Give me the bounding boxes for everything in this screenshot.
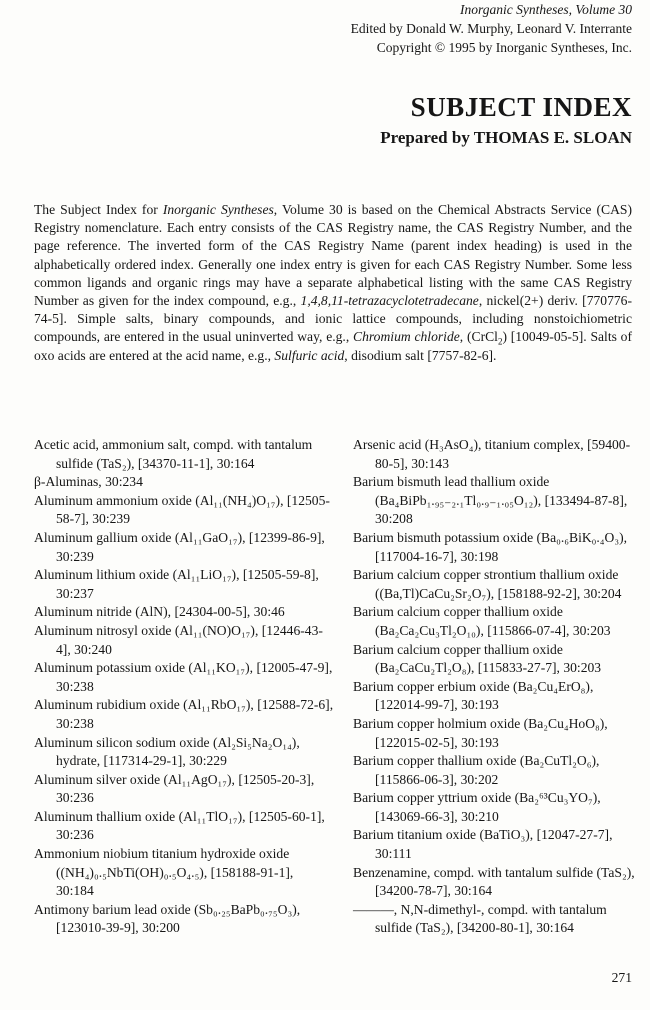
index-column-right: [353, 436, 638, 938]
intro-italic-3: Chromium chloride: [353, 329, 460, 345]
index-entry: Aluminum nitride (AlN), [24304-00-5], 30:46: [34, 604, 285, 620]
running-header: [351, 0, 632, 57]
intro-text-6: , disodium salt [7757-82-6].: [344, 347, 497, 363]
index-entry: Aluminum thallium oxide (Al₁₁TlO₁₇), [12505-60-1], 30:236: [34, 808, 325, 843]
index-entry: Barium copper thallium oxide (Ba₂CuTl₂O₆), [115866-06-3], 30:202: [353, 753, 600, 787]
index-entry: Aluminum ammonium oxide (Al₁₁(NH₄)O₁₇), [12505-58-7], 30:239: [34, 492, 330, 527]
intro-italic-5: Sulfuric acid: [274, 347, 345, 363]
index-entry: Aluminum silicon sodium oxide (Al₂Si₅Na₂O₁₄), hydrate, [117314-29-1], 30:229: [34, 734, 300, 769]
copyright-line: Copyright © 1995 by Inorganic Syntheses, Inc.: [376, 40, 632, 55]
editors-line: Edited by Donald W. Murphy, Leonard V. Interrante: [350, 21, 632, 36]
index-entry: Aluminum potassium oxide (Al₁₁KO₁₇), [12005-47-9], 30:238: [34, 660, 333, 694]
journal-title: Inorganic Syntheses, Volume 30: [460, 2, 632, 17]
intro-italic-2: 1,4,8,11-tetrazacyclotetradecane: [300, 293, 479, 309]
page-number: 271: [611, 970, 632, 985]
index-entry: Aluminum silver oxide (Al₁₁AgO₁₇), [12505-20-3], 30:236: [34, 771, 315, 806]
index-entry: Aluminum nitrosyl oxide (Al₁₁(NO)O₁₇), [12446-43-4], 30:240: [34, 622, 323, 657]
index-entry: Benzenamine, compd. with tantalum sulfide (TaS₂), [34200-78-7], 30:164: [353, 864, 635, 899]
index-entry: Barium calcium copper thallium oxide (Ba₂Ca₂Cu₃Tl₂O₁₀), [115866-07-4], 30:203: [353, 604, 611, 638]
index-entry: ———, N,N-dimethyl-, compd. with tantalum sulfide (TaS₂), [34200-80-1], 30:164: [353, 901, 607, 936]
index-entry: Acetic acid, ammonium salt, compd. with tantalum sulfide (TaS₂), [34370-11-1], 30:164: [34, 437, 313, 471]
index-entry: Barium copper holmium oxide (Ba₂Cu₄HoO₈), [122015-02-5], 30:193: [353, 715, 608, 750]
intro-text-1: The Subject Index for: [34, 202, 163, 217]
index-entry: Aluminum rubidium oxide (Al₁₁RbO₁₇), [12588-72-6], 30:238: [34, 697, 334, 731]
intro-italic-1: Inorganic Syntheses: [162, 202, 274, 217]
intro-text-3: , nickel(2+) deriv. [770776-74-5]. Simple salts, binary compounds, and ionic lattice compounds, including nonstoichiometric compounds, are entered in the usual uninverted way, e.g.,: [34, 293, 632, 345]
index-entry: Antimony barium lead oxide (Sb₀.₂₅BaPb₀.₇₅O₃), [123010-39-9], 30:200: [34, 901, 301, 936]
index-entry: Barium bismuth lead thallium oxide (Ba₄BiPb₁.₉₅₋₂.₁Tl₀.₉₋₁.₀₅O₁₂), [133494-87-8], 30:208: [353, 474, 628, 527]
index-entry: Barium calcium copper thallium oxide (Ba₂CaCu₂Tl₂O₈), [115833-27-7], 30:203: [353, 641, 602, 676]
index-entry: β-Aluminas, 30:234: [34, 474, 143, 490]
index-entry: Ammonium niobium titanium hydroxide oxide ((NH₄)₀.₅NbTi(OH)₀.₅O₄.₅), [158188-91-1], 30:184: [34, 846, 294, 899]
index-entry: Barium copper yttrium oxide (Ba₂⁶³Cu₃YO₇), [143069-66-3], 30:210: [353, 790, 601, 824]
intro-text-5: ) [10049-05-5]. Salts of oxo acids are entered at the acid name, e.g.,: [34, 329, 633, 363]
intro-text-4: , (CrCl: [459, 329, 498, 345]
index-entry: Arsenic acid (H₃AsO₄), titanium complex, [59400-80-5], 30:143: [353, 437, 631, 471]
page-title: SUBJECT INDEX: [410, 92, 632, 122]
index-entry: Barium titanium oxide (BaTiO₃), [12047-27-7], 30:111: [353, 827, 613, 862]
index-column-left: [34, 436, 334, 938]
index-entry: Aluminum gallium oxide (Al₁₁GaO₁₇), [12399-86-9], 30:239: [34, 529, 325, 564]
index-entry: Aluminum lithium oxide (Al₁₁LiO₁₇), [12505-59-8], 30:237: [34, 567, 319, 601]
index-entry: Barium copper erbium oxide (Ba₂Cu₄ErO₈), [122014-99-7], 30:193: [353, 678, 594, 713]
prepared-by: Prepared by THOMAS E. SLOAN: [380, 128, 632, 147]
index-entry: Barium bismuth potassium oxide (Ba₀.₆BiK₀.₄O₃), [117004-16-7], 30:198: [353, 529, 628, 564]
intro-sub: 2: [497, 337, 503, 348]
intro-paragraph: [34, 201, 632, 365]
intro-text-2: , Volume 30 is based on the Chemical Abstracts Service (CAS) Registry nomenclature. Each entry consists of the CAS Registry name, the CAS Registry Number, and the page reference. The inverted form of the CAS Registry Name (parent index heading) is used in the alphabetically ordered index. Generally one index entry is given for each CAS Registry Number. Some less common ligands and organic rings may have a separate alphabetical listing with the same CAS Registry Number as given for the index compound, e.g.,: [34, 202, 632, 309]
index-entry: Barium calcium copper strontium thallium oxide ((Ba,Tl)CaCu₂Sr₂O₇), [158188-92-2], 30:204: [353, 567, 622, 601]
